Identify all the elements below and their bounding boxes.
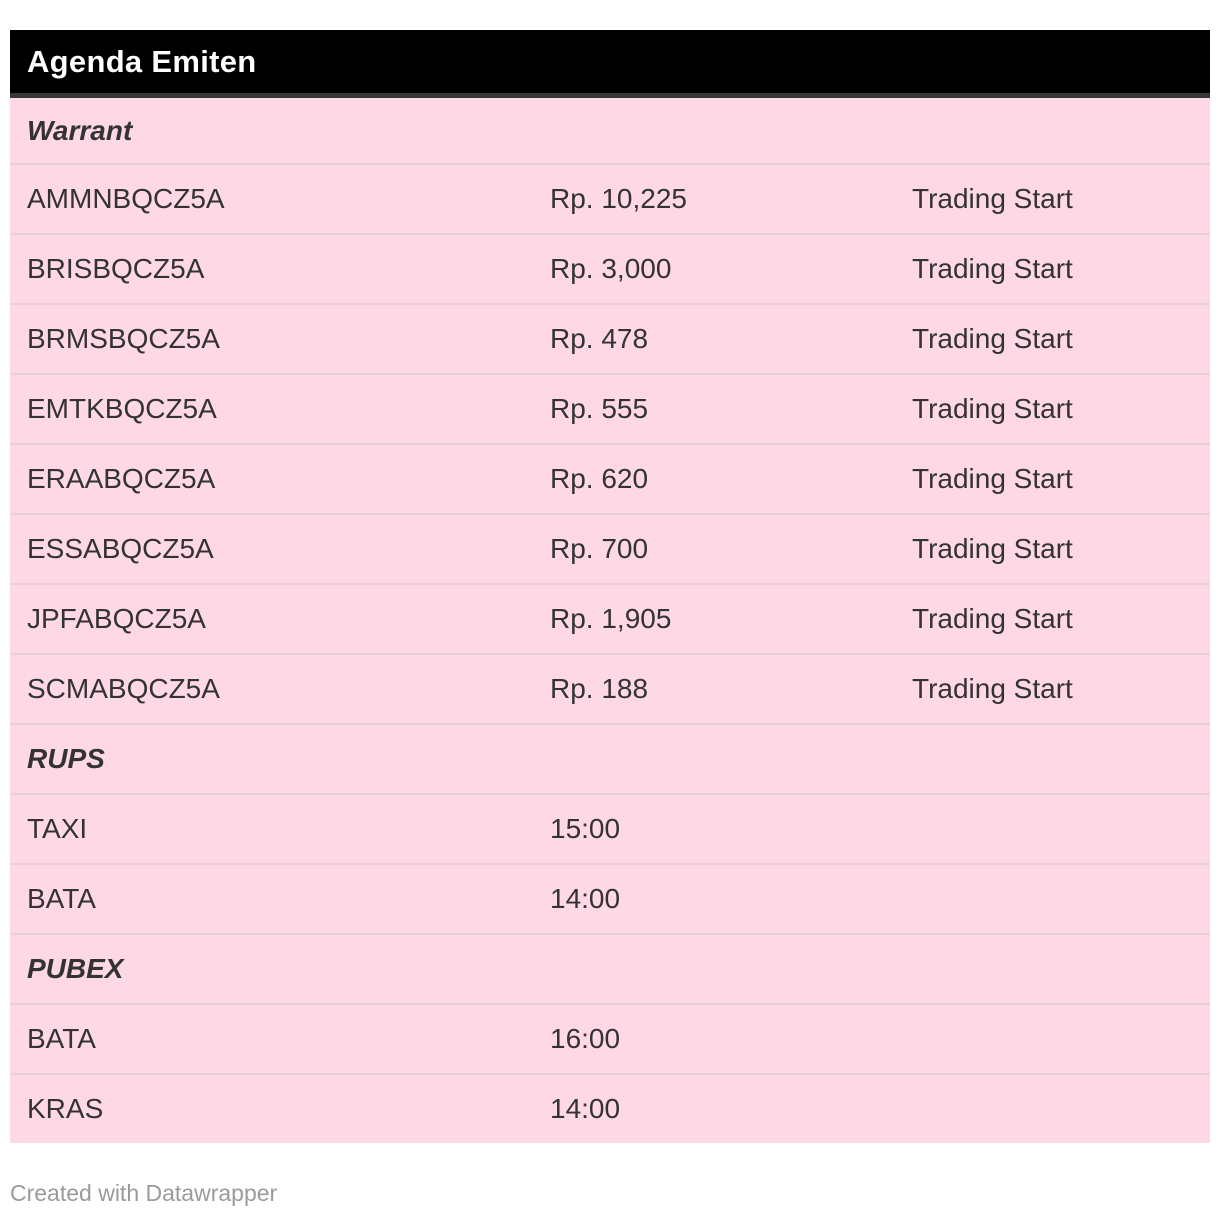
- row-ticker: EMTKBQCZ5A: [27, 393, 217, 424]
- row-note: Trading Start: [912, 603, 1073, 634]
- table-body: [10, 98, 1210, 1143]
- table-row: [10, 1073, 1210, 1143]
- table-row: [10, 373, 1210, 443]
- table-row: [10, 653, 1210, 723]
- row-time: 16:00: [550, 1023, 621, 1054]
- attribution-link[interactable]: Created with Datawrapper: [10, 1180, 278, 1206]
- row-price: Rp. 188: [550, 673, 649, 704]
- row-note: Trading Start: [912, 183, 1073, 214]
- row-note: Trading Start: [912, 393, 1073, 424]
- section-row-rups: [10, 723, 1210, 793]
- row-ticker: BRISBQCZ5A: [27, 253, 205, 284]
- row-price: Rp. 700: [550, 533, 649, 564]
- agenda-table: [10, 30, 1210, 1143]
- section-label: RUPS: [27, 743, 105, 774]
- table-header: [10, 30, 1210, 98]
- row-ticker: JPFABQCZ5A: [27, 603, 206, 634]
- row-ticker: AMMNBQCZ5A: [27, 183, 225, 214]
- row-ticker: KRAS: [27, 1093, 104, 1124]
- table-title: Agenda Emiten: [27, 43, 257, 79]
- table-row: [10, 513, 1210, 583]
- row-ticker: BATA: [27, 1023, 96, 1054]
- row-price: Rp. 3,000: [550, 253, 672, 284]
- table-row: [10, 233, 1210, 303]
- row-note: Trading Start: [912, 673, 1073, 704]
- row-price: Rp. 10,225: [550, 183, 687, 214]
- row-price: Rp. 478: [550, 323, 649, 354]
- row-note: Trading Start: [912, 253, 1073, 284]
- row-note: Trading Start: [912, 463, 1073, 494]
- section-row-warrant: [10, 98, 1210, 163]
- row-ticker: ESSABQCZ5A: [27, 533, 214, 564]
- table-row: [10, 793, 1210, 863]
- table-row: [10, 1003, 1210, 1073]
- row-ticker: BATA: [27, 883, 96, 914]
- row-ticker: BRMSBQCZ5A: [27, 323, 220, 354]
- row-time: 14:00: [550, 883, 621, 914]
- row-time: 14:00: [550, 1093, 621, 1124]
- row-ticker: ERAABQCZ5A: [27, 463, 216, 494]
- row-time: 15:00: [550, 813, 621, 844]
- table-row: [10, 863, 1210, 933]
- table-row: [10, 163, 1210, 233]
- row-price: Rp. 555: [550, 393, 649, 424]
- row-price: Rp. 1,905: [550, 603, 672, 634]
- row-note: Trading Start: [912, 323, 1073, 354]
- row-note: Trading Start: [912, 533, 1073, 564]
- row-ticker: TAXI: [27, 813, 88, 844]
- table-row: [10, 303, 1210, 373]
- table-row: [10, 443, 1210, 513]
- row-price: Rp. 620: [550, 463, 649, 494]
- section-label: Warrant: [27, 114, 133, 146]
- row-ticker: SCMABQCZ5A: [27, 673, 220, 704]
- table-row: [10, 583, 1210, 653]
- section-label: PUBEX: [27, 953, 124, 984]
- section-row-pubex: [10, 933, 1210, 1003]
